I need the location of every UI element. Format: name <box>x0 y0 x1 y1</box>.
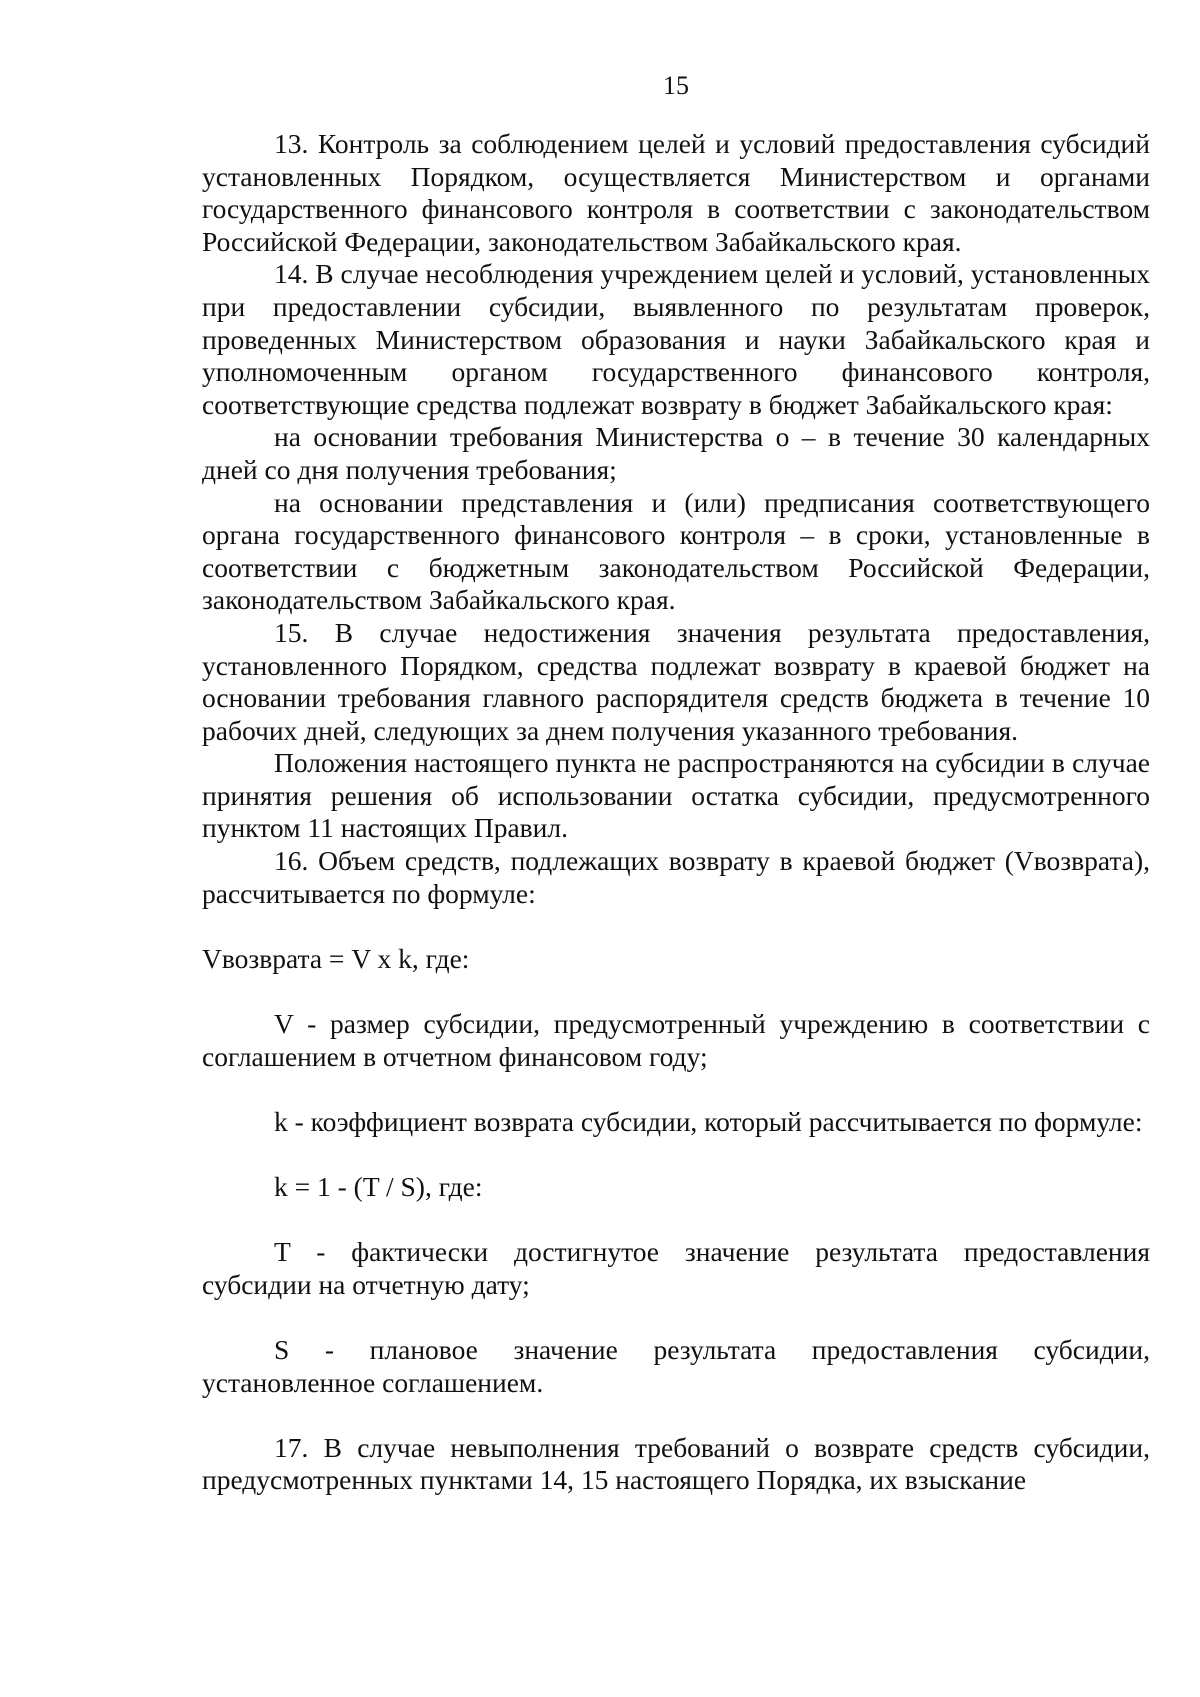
paragraph-16: 16. Объем средств, подлежащих возврату в краевой бюджет (Vвозврата), рассчитывается по формуле: <box>202 845 1150 909</box>
page-number: 15 <box>663 71 689 100</box>
document-body <box>202 128 1150 1497</box>
spacer <box>202 1399 1150 1432</box>
formula-k: k = 1 - (T / S), где: <box>274 1171 483 1202</box>
paragraph-15-note: Положения настоящего пункта не распространяются на субсидии в случае принятия решения об использовании остатка субсидии, предусмотренного пунктом 11 настоящих Правил. <box>202 747 1150 844</box>
spacer <box>202 975 1150 1008</box>
paragraph-13: 13. Контроль за соблюдением целей и условий предоставления субсидий установленных Порядком, осуществляется Министерством и органами государственного финансового контроля в соответствии с законодательством Российской Федерации, законодательством Забайкальского края. <box>202 128 1150 257</box>
spacer <box>202 1138 1150 1171</box>
spacer <box>202 1301 1150 1334</box>
definition-v: V - размер субсидии, предусмотренный учреждению в соответствии с соглашением в отчетном финансовом году; <box>202 1008 1150 1072</box>
definition-t: T - фактически достигнутое значение результата предоставления субсидии на отчетную дату; <box>202 1236 1150 1300</box>
paragraph-15: 15. В случае недостижения значения результата предоставления, установленного Порядком, средства подлежат возврату в краевой бюджет на основании требования главного распорядителя средств бюджета в течение 10 рабочих дней, следующих за днем получения указанного требования. <box>202 616 1150 746</box>
spacer <box>202 1073 1150 1106</box>
spacer <box>202 910 1150 943</box>
spacer <box>202 1204 1150 1237</box>
definition-k: k - коэффициент возврата субсидии, который рассчитывается по формуле: <box>274 1105 1143 1137</box>
definition-s: S - плановое значение результата предоставления субсидии, установленное соглашением. <box>202 1333 1150 1398</box>
formula-v-return: Vвозврата = V x k, где: <box>202 942 470 974</box>
paragraph-14-item-b: на основании представления и (или) предписания соответствующего органа государственного финансового контроля – в сроки, установленные в соответствии с бюджетным законодательством Российской Федерации, законодательством Забайкальского края. <box>202 486 1150 616</box>
paragraph-17: 17. В случае невыполнения требований о возврате средств субсидии, предусмотренных пунктами 14, 15 настоящего Порядка, их взыскание <box>202 1431 1150 1496</box>
paragraph-14-item-a: на основании требования Министерства о – в течение 30 календарных дней со дня получения требования; <box>202 421 1150 485</box>
paragraph-14: 14. В случае несоблюдения учреждением целей и условий, установленных при предоставлении субсидии, выявленного по результатам проверок, проведенных Министерством образования и науки Забайкальского края и уполномоченным органом государственного финансового контроля, соответствующие средства подлежат возврату в бюджет Забайкальского края: <box>202 258 1150 420</box>
